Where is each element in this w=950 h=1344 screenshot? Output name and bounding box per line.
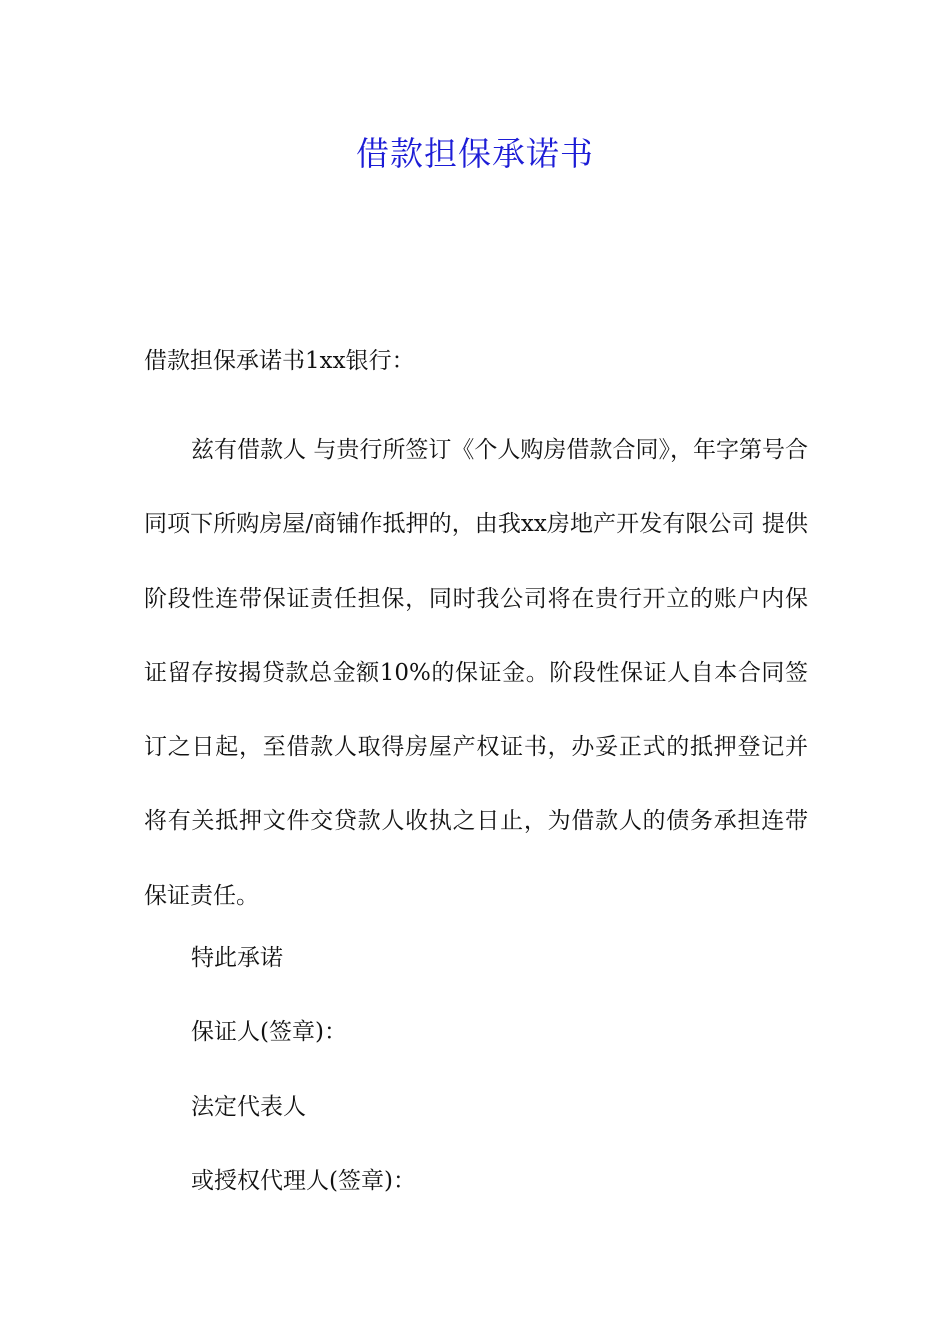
body-paragraph: 兹有借款人 与贵行所签订《个人购房借款合同》，年字第号合同项下所购房屋/商铺作抵押的，由我xx房地产开发有限公司 提供阶段性连带保证责任担保，同时我公司将在贵行开立的账户内保证留存按揭贷款总金额10%的保证金。阶段性保证人自本合同签订之日起，至借款人取得房屋产权证书，办妥正式的抵押登记并将有关抵押文件交贷款人收执之日止，为借款人的债务承担连带保证责任。 xyxy=(144,437,808,909)
closing-statement: 特此承诺 xyxy=(191,945,283,971)
addressee-heading: 借款担保承诺书1xx银行： xyxy=(144,348,415,374)
guarantor-signature-line: 保证人(签章)： xyxy=(191,1019,347,1045)
authorized-agent-signature-line: 或授权代理人(签章)： xyxy=(191,1168,416,1194)
legal-representative-line: 法定代表人 xyxy=(191,1094,306,1120)
document-title: 借款担保承诺书 xyxy=(356,134,594,173)
